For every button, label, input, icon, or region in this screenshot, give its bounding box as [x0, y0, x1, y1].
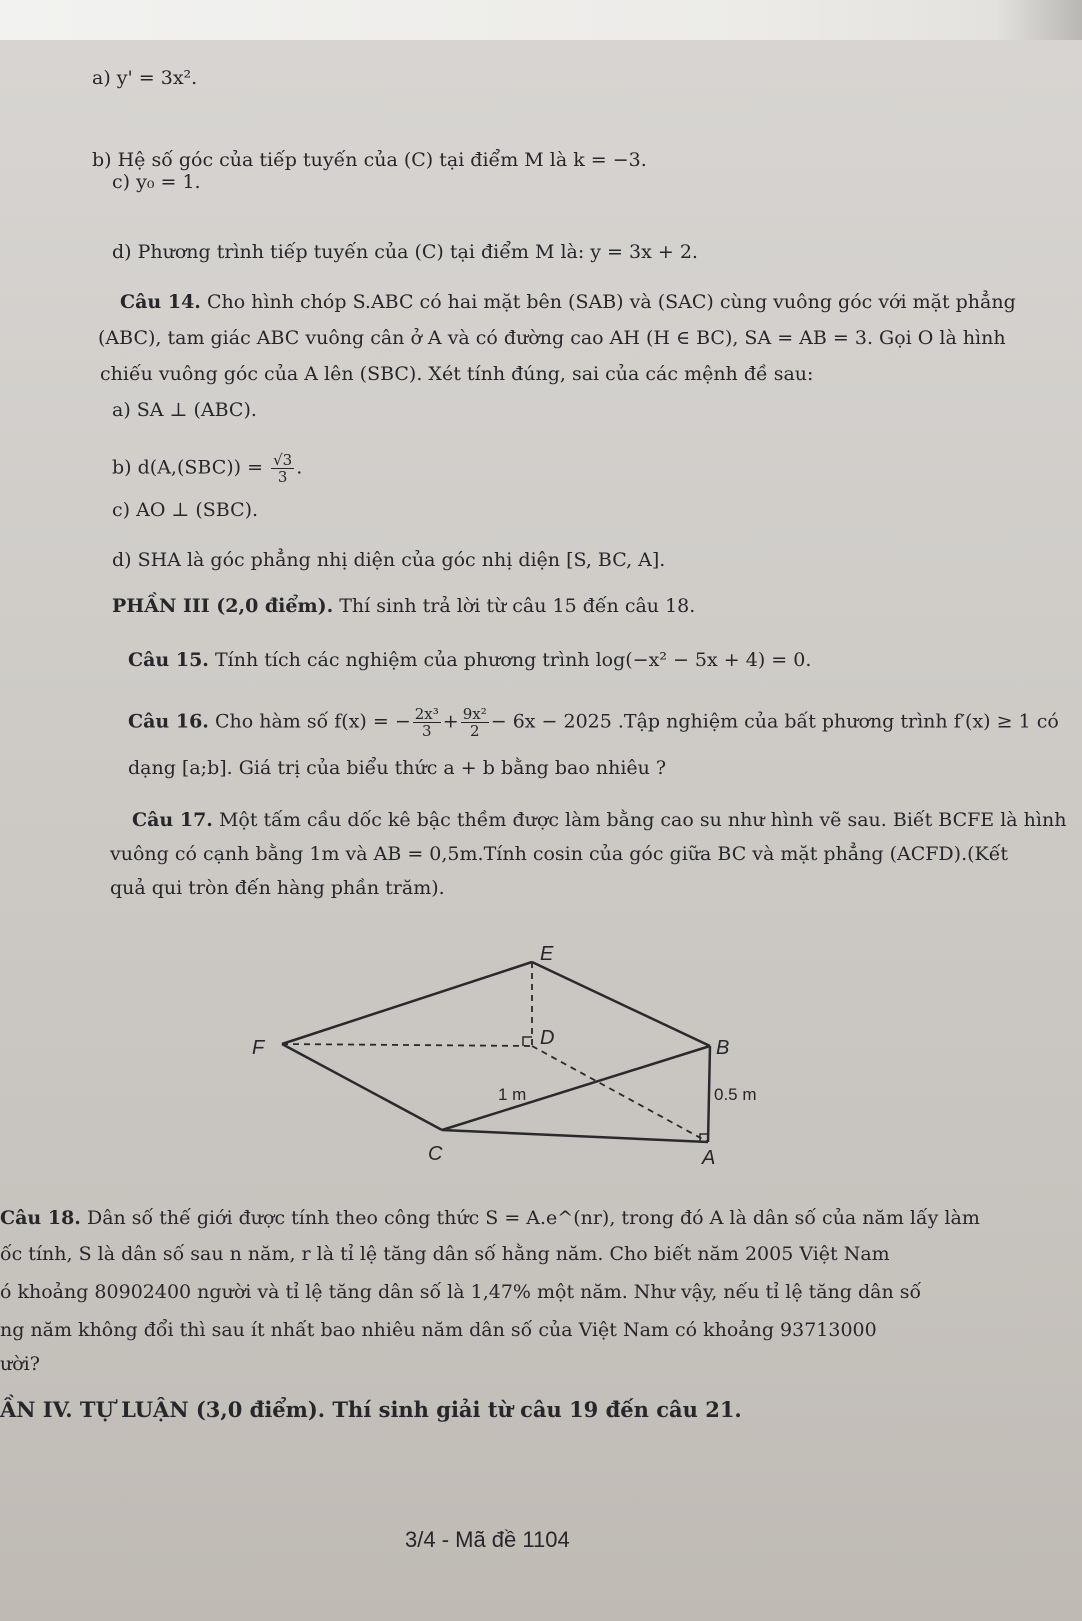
ramp-figure: [230, 938, 790, 1178]
question-14-b: b) d(A,(SBC)) = $\frac{√3}{3}$ .: [112, 451, 303, 486]
label-05m: 0.5 m: [714, 1085, 757, 1104]
question-18-line4: ng năm không đổi thì sau ít nhất bao nhiêu năm dân số của Việt Nam có khoảng 93713000: [0, 1319, 877, 1341]
edge-c-a: [442, 1130, 708, 1142]
hidden-edge-f-d: [282, 1044, 532, 1046]
question-18-line1: Câu 18. Dân số thế giới được tính theo công thức S = A.e^(nr), trong đó A là dân số của năm lấy làm: [0, 1207, 980, 1229]
label-a: A: [702, 1147, 716, 1169]
question-15-heading: Câu 15.: [128, 649, 209, 671]
label-d: D: [540, 1027, 555, 1049]
label-e: E: [540, 943, 554, 965]
question-14-heading: Câu 14.: [120, 291, 201, 313]
question-14-line2: (ABC), tam giác ABC vuông cân ở A và có đường cao AH (H ∈ BC), SA = AB = 3. Gọi O là hình: [98, 327, 1006, 349]
question-16-line2: dạng [a;b]. Giá trị của biểu thức a + b bằng bao nhiêu ?: [128, 757, 667, 779]
question-14-a: a) SA ⊥ (ABC).: [112, 399, 257, 421]
page-footer: 3/4 - Mã đề 1104: [405, 1527, 570, 1552]
question-17-heading: Câu 17.: [132, 809, 213, 831]
edge-c-b: [442, 1046, 710, 1130]
question-14-c: c) AO ⊥ (SBC).: [112, 499, 259, 521]
edge-f-e: [282, 962, 532, 1044]
question-16-heading: Câu 16.: [128, 710, 209, 733]
question-15: Câu 15. Tính tích các nghiệm của phương trình log(−x² − 5x + 4) = 0.: [128, 649, 812, 671]
question-18-line2: ốc tính, S là dân số sau n năm, r là tỉ lệ tăng dân số hằng năm. Cho biết năm 2005 Việt Nam: [0, 1243, 890, 1265]
question-17-line1: Câu 17. Một tấm cầu dốc kê bậc thềm được làm bằng cao su như hình vẽ sau. Biết BCFE là hình: [132, 809, 1067, 831]
edge-f-c: [282, 1044, 442, 1130]
question-14-d: d) SHA là góc phẳng nhị diện của góc nhị diện [S, BC, A].: [112, 549, 666, 571]
right-angle-mark-d: [523, 1037, 532, 1046]
fraction-9x2-over-2: $\frac{\text{9x²}}{2}$: [462, 705, 487, 740]
label-1m: 1 m: [498, 1085, 527, 1104]
answer-d: d) Phương trình tiếp tuyến của (C) tại điểm M là: y = 3x + 2.: [112, 241, 698, 263]
label-f: F: [252, 1037, 265, 1059]
label-b: B: [716, 1037, 730, 1059]
question-14-line1: Câu 14. Cho hình chóp S.ABC có hai mặt bên (SAB) và (SAC) cùng vuông góc với mặt phẳng: [120, 291, 1016, 313]
edge-e-b: [532, 962, 710, 1046]
fraction-2x3-over-3: $\frac{\text{2x³}}{3}$: [414, 705, 439, 740]
question-17-line3: quả qui tròn đến hàng phần trăm).: [110, 877, 445, 899]
answer-a: a) y' = 3x².: [92, 67, 198, 89]
edge-b-a: [708, 1046, 710, 1142]
question-18-heading: Câu 18.: [0, 1207, 81, 1229]
fraction-sqrt3-over-3: $\frac{√3}{3}$: [273, 451, 293, 486]
answer-b: b) Hệ số góc của tiếp tuyến của (C) tại điểm M là k = −3.: [92, 149, 647, 171]
label-c: C: [428, 1143, 443, 1165]
part-3-heading: PHẦN III (2,0 điểm). Thí sinh trả lời từ câu 15 đến câu 18.: [112, 595, 696, 617]
question-14-line3: chiếu vuông góc của A lên (SBC). Xét tính đúng, sai của các mệnh đề sau:: [100, 363, 814, 385]
part-4-heading: ẦN IV. TỰ LUẬN (3,0 điểm). Thí sinh giải từ câu 19 đến câu 21.: [0, 1397, 742, 1422]
question-16-line1: Câu 16. Cho hàm số f(x) = − $\frac{\text{2x³}}{3}$ + $\frac{\text{9x²}}{2}$ − 6x − 2025 .Tập nghiệm của bất phương trình f′(x) ≥ 1 có: [128, 705, 1059, 740]
question-17-line2: vuông có cạnh bằng 1m và AB = 0,5m.Tính cosin của góc giữa BC và mặt phẳng (ACFD).(Kết: [110, 843, 1009, 865]
page-top-edge: [0, 0, 1082, 40]
question-18-line3: ó khoảng 80902400 người và tỉ lệ tăng dân số là 1,47% một năm. Như vậy, nếu tỉ lệ tăng dân số: [0, 1281, 922, 1303]
question-18-line5: ười?: [0, 1353, 40, 1375]
answer-c: c) y₀ = 1.: [112, 171, 201, 193]
